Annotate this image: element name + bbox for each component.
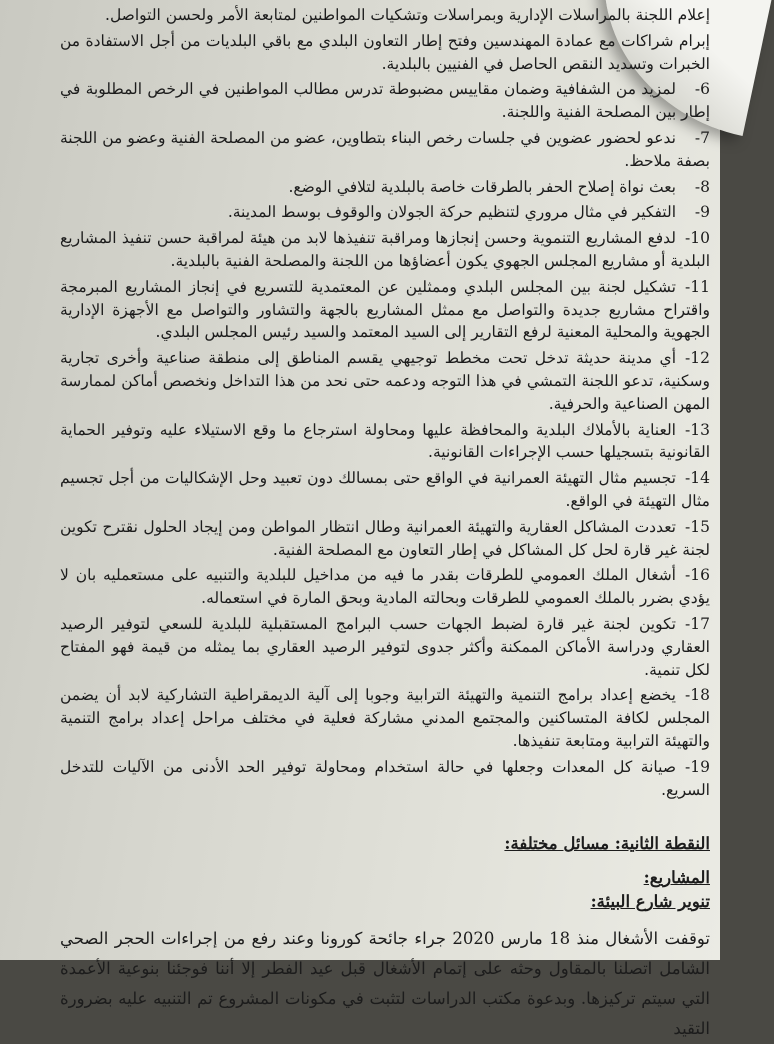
list-item xyxy=(60,684,710,752)
list-item xyxy=(60,419,710,465)
item-number: 7- xyxy=(694,128,710,147)
projects-title: المشاريع: xyxy=(643,868,710,888)
item-text: يخضع إعداد برامج التنمية والتهيئة الترابية وجوبا إلى آلية الديمقراطية التشاركية لابد أن يضمن المجلس لكافة المتساكنين والمجتمع المدني مشاركة فعلية في مختلف مراحل إعداد برامج التنمية والتهيئة الترابية ومتابعة تنفيذها. xyxy=(60,686,710,750)
list-item xyxy=(60,201,710,224)
item-number: 15- xyxy=(685,517,710,536)
intro-line-2: إبرام شراكات مع عمادة المهندسين وفتح إطار التعاون البلدي مع باقي البلديات من أجل الاستفادة من الخبرات وتسديد النقص الحاصل في الفنيين بالبلدية. xyxy=(60,31,710,73)
item-number: 14- xyxy=(685,469,710,488)
item-number: 17- xyxy=(685,614,710,633)
body-paragraph: توقفت الأشغال منذ 18 مارس 2020 جراء جائحة كورونا وعند رفع من إجراءات الحجر الصحي الشامل اتصلنا بالمقاول وحثه على إتمام الأشغال قبل عيد الفطر إلا أننا فوجئنا بنوعية الأعمدة التي سيتم تركيزها. وبدعوة مكتب الدراسات لتثبت في مكونات المشروع تم التنبيه عليه بضرورة التقيد xyxy=(60,929,711,1039)
item-number: 18- xyxy=(685,686,710,705)
item-text: تعددت المشاكل العقارية والتهيئة العمرانية وطال انتظار المواطن ومن إيجاد الحلول نقترح تكوين لجنة غير قارة لحل كل المشاكل في إطار التعاون مع المصلحة الفنية. xyxy=(60,517,710,559)
item-text: تكوين لجنة غير قارة لضبط الجهات حسب البرامج المستقبلية للبلدية للسعي لتوفير الرصيد العقاري ودراسة الأماكن الممكنة وأكثر جدوى لتوفير الرصيد العقاري بما يمثله من قيمة فهو المفتاح لكل تنمية. xyxy=(60,614,710,679)
item-text: صيانة كل المعدات وجعلها في حالة استخدام ومحاولة توفير الحد الأدنى من الآليات للتدخل السريع. xyxy=(60,757,710,799)
item-number: 19- xyxy=(685,757,710,776)
section-spacer xyxy=(60,804,710,832)
item-text: التفكير في مثال مروري لتنظيم حركة الجولان والوقوف بوسط المدينة. xyxy=(227,203,676,222)
item-text: بعث نواة إصلاح الحفر بالطرقات خاصة بالبلدية لتلافي الوضع. xyxy=(288,177,676,196)
item-number: 8- xyxy=(694,177,710,196)
item-number: 9- xyxy=(694,203,710,222)
item-text: أشغال الملك العمومي للطرقات بقدر ما فيه من مداخيل للبلدية والتنبيه على مستعمليه بان لا يؤدي بضرر بالملك العمومي للطرقات وبحالته المادية وبحق المارة في استعماله. xyxy=(60,566,710,608)
list-item xyxy=(60,227,710,273)
item-number: 16- xyxy=(685,566,710,585)
list-item xyxy=(60,176,710,199)
item-number: 6- xyxy=(694,80,710,99)
list-item xyxy=(60,347,710,415)
list-item xyxy=(60,613,710,681)
list-item xyxy=(60,78,710,124)
item-number: 13- xyxy=(685,420,710,439)
item-text: لدفع المشاريع التنموية وحسن إنجازها ومراقبة تنفيذها لابد من هيئة لمراقبة حسن تنفيذ المشاريع البلدية أو مشاريع المجلس الجهوي يكون أعضاؤها من اللجنة والمصلحة الفنية بالبلدية. xyxy=(60,229,710,270)
list-item xyxy=(60,756,710,802)
item-text: العناية بالأملاك البلدية والمحافظة عليها ومحاولة استرجاع ما وقع الاستيلاء عليه وتوفير الحماية القانونية بتسجيلها حسب الإجراءات القانونية. xyxy=(60,420,710,462)
list-item xyxy=(60,127,710,173)
item-text: أي مدينة حديثة تدخل تحت مخطط توجيهي يقسم المناطق إلى منطقة صناعية وأخرى تجارية وسكنية، تدعو اللجنة التمشي في هذا التوجه ودعمه حتى نحد من هذا التداخل ونخصص أماكن لممارسة المهن الصناعية والحرفية. xyxy=(60,349,710,413)
item-text: تجسيم مثال التهيئة العمرانية في الواقع حتى بمسالك دون تعبيد وحل الإشكاليات من أجل تجسيم مثال التهيئة في الواقع. xyxy=(60,469,710,510)
item-number: 10- xyxy=(685,229,710,248)
item-text: ندعو لحضور عضوين في جلسات رخص البناء بتطاوين، عضو من المصلحة الفنية وعضو من اللجنة بصفة ملاحظ. xyxy=(60,128,710,170)
list-item xyxy=(60,564,710,610)
heading-spacer xyxy=(60,856,710,866)
item-text: لمزيد من الشفافية وضمان مقاييس مضبوطة تدرس مطالب المواطنين في الرخص المطلوبة في إطار بين المصلحة الفنية واللجنة. xyxy=(60,80,710,122)
document-body xyxy=(60,4,710,1044)
item-number: 12- xyxy=(685,349,710,368)
section-title: النقطة الثانية: مسائل مختلفة: xyxy=(504,834,710,854)
list-item xyxy=(60,467,710,513)
intro-line-1: إعلام اللجنة بالمراسلات الإدارية وبمراسلات وتشكيات المواطنين لمتابعة الأمر ولحسن التواصل. xyxy=(105,6,710,24)
list-item xyxy=(60,276,710,344)
item-text: تشكيل لجنة بين المجلس البلدي وممثلين عن المعتمدية للتسريع في إنجاز المشاريع المبرمجة واقتراح مشاريع جديدة والتواصل مع ممثل المشاريع بالجهة والتشاور والتواصل مع الأجهزة الإدارية الجهوية والمحلية المعنية لرفع التقارير إلى السيد المعتمد والسيد رئيس المجلس البلدي. xyxy=(60,277,710,342)
item-number: 11- xyxy=(685,277,710,296)
list-item xyxy=(60,516,710,562)
subsection-title: تنوير شارع البيئة: xyxy=(590,892,710,912)
recommendations-list xyxy=(60,78,710,801)
